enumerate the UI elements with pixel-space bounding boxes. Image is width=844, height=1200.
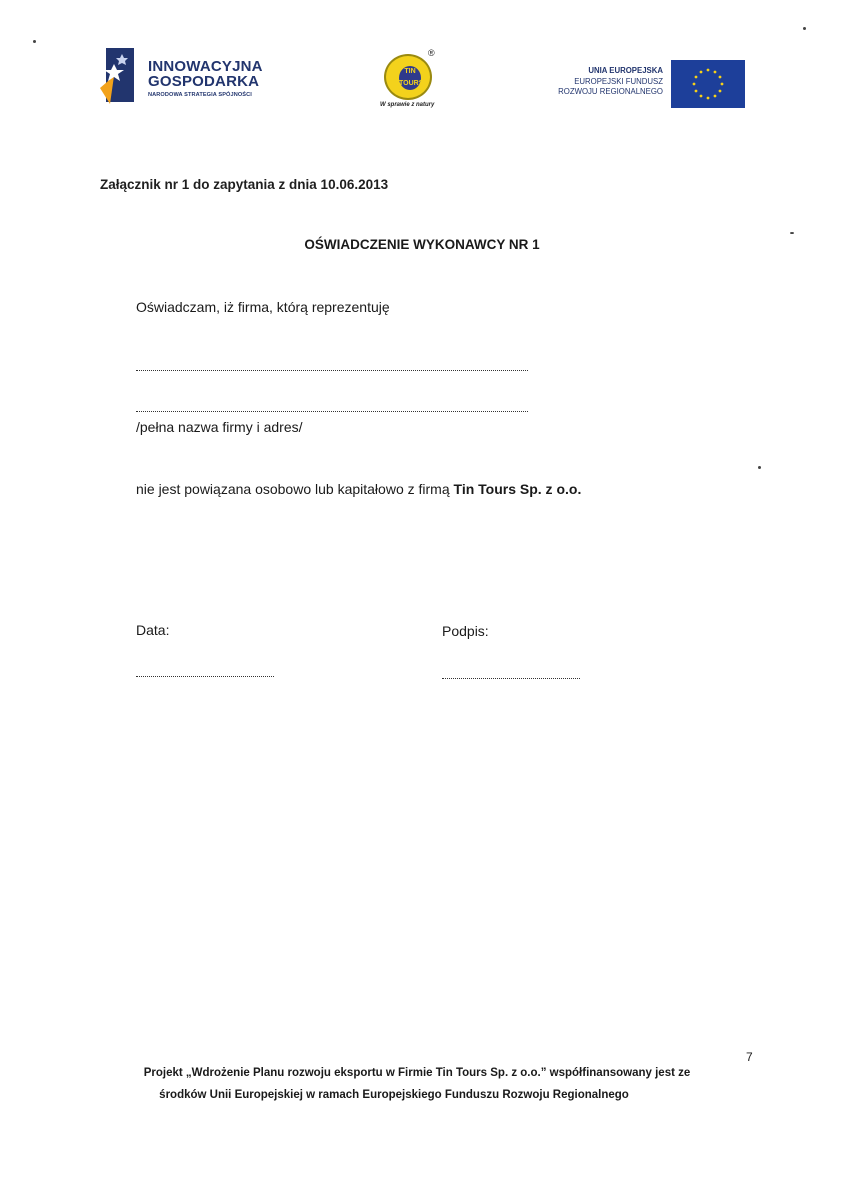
fullname-hint: /pełna nazwa firmy i adres/: [136, 419, 303, 435]
logo-right-line3: ROZWOJU REGIONALNEGO: [558, 87, 663, 96]
tin-tours-logo: [378, 48, 440, 116]
signature-label: Podpis:: [442, 623, 489, 639]
company-name-blank-line: [136, 370, 528, 371]
document-title: OŚWIADCZENIE WYKONAWCY NR 1: [304, 237, 540, 252]
scan-speck: [33, 40, 36, 43]
innowacyjna-gospodarka-logo: [100, 46, 300, 106]
innovative-economy-flag-icon: [100, 46, 136, 104]
tin-tours-badge-text: TIN TOURS: [399, 66, 421, 90]
footer-line2: środków Unii Europejskiej w ramach Europejskiego Funduszu Rozwoju Regionalnego: [159, 1089, 629, 1101]
date-blank-line: [136, 676, 274, 677]
logo-left-line3: NARODOWA STRATEGIA SPÓJNOŚCI: [148, 92, 252, 98]
logo-right-line1: UNIA EUROPEJSKA: [588, 66, 663, 75]
statement-intro: Oświadczam, iż firma, którą reprezentuję: [136, 299, 390, 315]
attachment-line: Załącznik nr 1 do zapytania z dnia 10.06.2013: [100, 177, 389, 192]
not-related-statement: [136, 481, 581, 497]
logo-right-line2: EUROPEJSKI FUNDUSZ: [574, 77, 663, 86]
page-number: 7: [746, 1050, 753, 1064]
company-name: Tin Tours Sp. z o.o.: [453, 481, 582, 497]
signature-blank-line: [442, 678, 580, 679]
scan-speck: [758, 466, 761, 469]
registered-mark: ®: [428, 48, 435, 58]
footer-line1: Projekt „Wdrożenie Planu rozwoju eksportu w Firmie Tin Tours Sp. z o.o.” współfinansowany jest ze: [143, 1067, 691, 1079]
logo-left-line1: INNOWACYJNA: [148, 58, 263, 75]
scan-speck: [790, 232, 794, 234]
scan-speck: [803, 27, 806, 30]
company-address-blank-line: [136, 411, 528, 412]
not-related-text: nie jest powiązana osobowo lub kapitałowo z firmą: [136, 481, 454, 497]
eu-flag-icon: [671, 60, 745, 108]
date-label: Data:: [136, 622, 170, 638]
tin-tours-slogan: W sprawie z natury: [380, 102, 435, 108]
unia-europejska-logo: [540, 60, 745, 110]
tin-tours-badge-icon: [384, 54, 432, 100]
logo-left-line2: GOSPODARKA: [148, 73, 260, 90]
